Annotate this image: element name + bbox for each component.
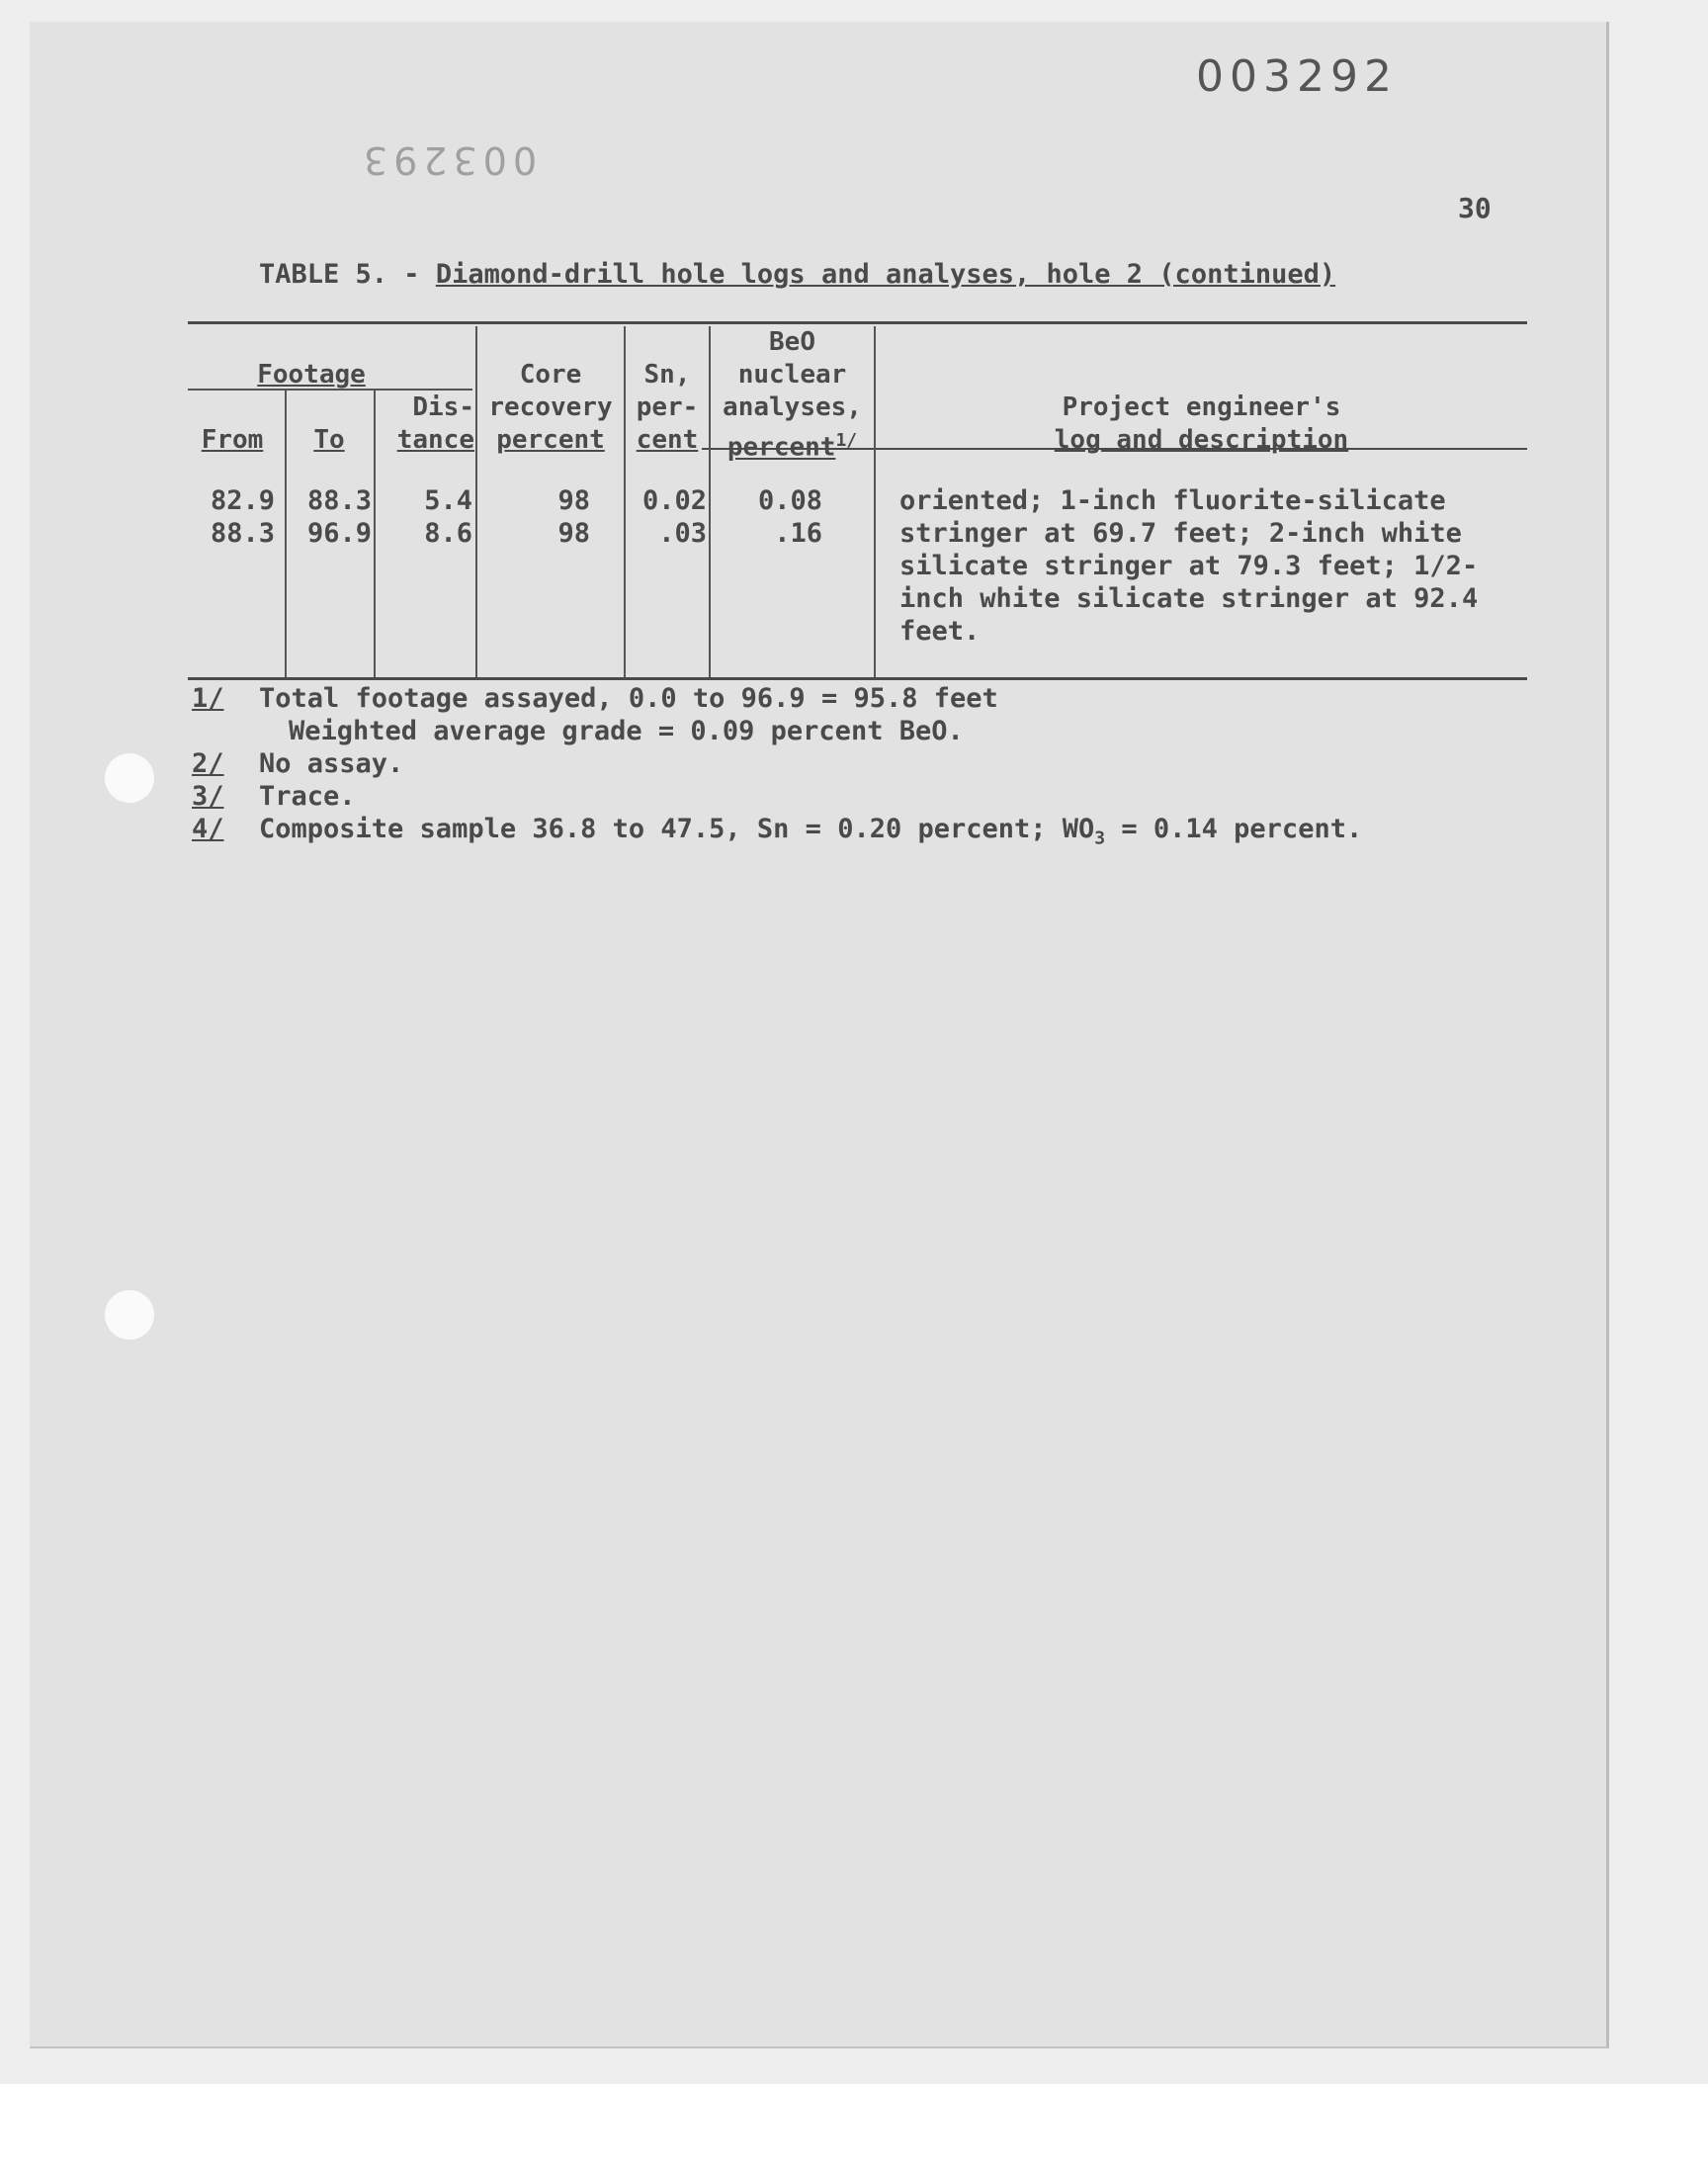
header-sn-percent: Sn, per- cent <box>636 360 699 455</box>
table-title <box>259 259 1335 290</box>
footnote-text: Total footage assayed, 0.0 to 96.9 = 95.8 feet <box>259 683 998 714</box>
footnote-marker: 1/ <box>192 683 224 714</box>
col-divider <box>874 326 876 677</box>
cell-from: 88.3 <box>210 518 275 549</box>
header-description: Project engineer's log and description <box>1054 392 1349 455</box>
drill-log-table <box>188 321 1527 682</box>
footnote-marker: 4/ <box>192 814 224 844</box>
cell-beo: 0.08 <box>757 485 822 516</box>
cell-core: 98 <box>557 518 590 549</box>
cell-to: 96.9 <box>306 518 372 549</box>
footnote-marker: 3/ <box>192 781 224 812</box>
header-beo-nuclear: BeO nuclear analyses, percent$^{1/}$ <box>723 327 862 463</box>
cell-distance: 5.4 <box>424 485 472 516</box>
table-top-rule <box>188 321 1527 324</box>
header-from: From <box>201 425 264 455</box>
cell-core: 98 <box>557 485 590 516</box>
table-title-prefix: TABLE 5. - <box>259 259 436 290</box>
footnote-text: Weighted average grade = 0.09 percent BeO. <box>289 716 964 746</box>
header-to: To <box>313 425 345 455</box>
cell-beo: .16 <box>774 518 822 549</box>
footnote-ref: 1/ <box>835 430 858 451</box>
table-title-text: Diamond-drill hole logs and analyses, hole 2 (continued) <box>435 259 1336 290</box>
cell-to: 88.3 <box>306 485 372 516</box>
punch-hole-bottom <box>105 1290 154 1340</box>
footnote-text: Composite sample 36.8 to 47.5, Sn = 0.20 percent; $WO_3 = 0.14$ percent. <box>259 814 1363 849</box>
cell-sn: .03 <box>658 518 707 549</box>
page-number: 30 <box>1458 192 1492 224</box>
cell-sn: 0.02 <box>641 485 707 516</box>
log-description: oriented; 1-inch fluorite-silicate stringer at 69.7 feet; 2-inch white silicate stringer at 79.3 feet; 1/2-inch white silicate stringer at 92.4 feet. <box>899 485 1479 647</box>
header-core-recovery: Core recovery percent <box>488 360 613 455</box>
header-distance: Dis- tance <box>396 392 474 455</box>
table-bottom-rule <box>188 677 1527 680</box>
footnote-text: No assay. <box>259 748 404 779</box>
stamp-number: 003292 <box>1196 51 1398 102</box>
cell-distance: 8.6 <box>424 518 472 549</box>
stamp-number-faint: 003293 <box>358 138 538 182</box>
cell-from: 82.9 <box>210 485 275 516</box>
footnote-text: Trace. <box>259 781 356 812</box>
punch-hole-top <box>105 753 154 803</box>
footnote-marker: 2/ <box>192 748 224 779</box>
header-footage: Footage <box>257 360 366 390</box>
